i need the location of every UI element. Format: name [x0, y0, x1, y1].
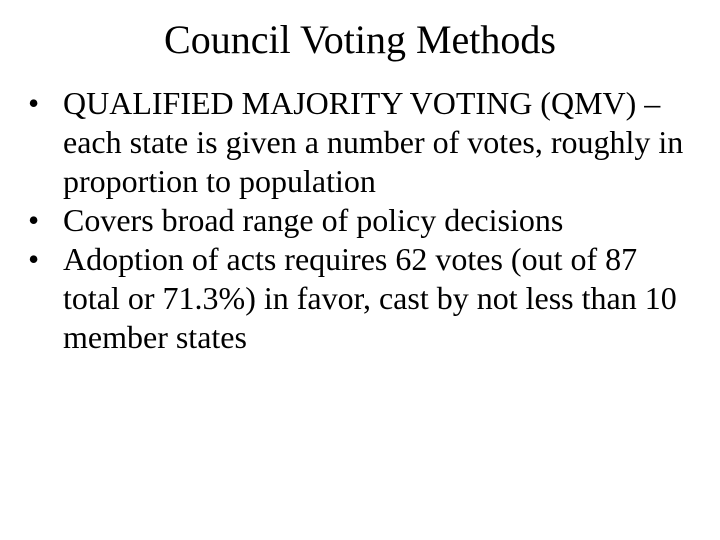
slide-title: Council Voting Methods — [164, 17, 556, 62]
bullet-item — [26, 84, 696, 201]
bullet-icon: • — [28, 241, 40, 277]
bullet-icon: • — [28, 85, 40, 121]
bullet-text-scope: Covers broad range of policy decisions — [63, 202, 564, 238]
bullet-text-adoption: Adoption of acts requires 62 votes (out of 87 total or 71.3%) in favor, cast by not less than 10 member states — [63, 241, 677, 355]
bullet-icon: • — [28, 202, 40, 238]
bullet-item — [26, 201, 696, 240]
bullet-text-qmv: QUALIFIED MAJORITY VOTING (QMV) – each state is given a number of votes, roughly in proportion to population — [63, 85, 684, 199]
bullet-list — [26, 84, 696, 357]
bullet-item — [26, 240, 696, 357]
